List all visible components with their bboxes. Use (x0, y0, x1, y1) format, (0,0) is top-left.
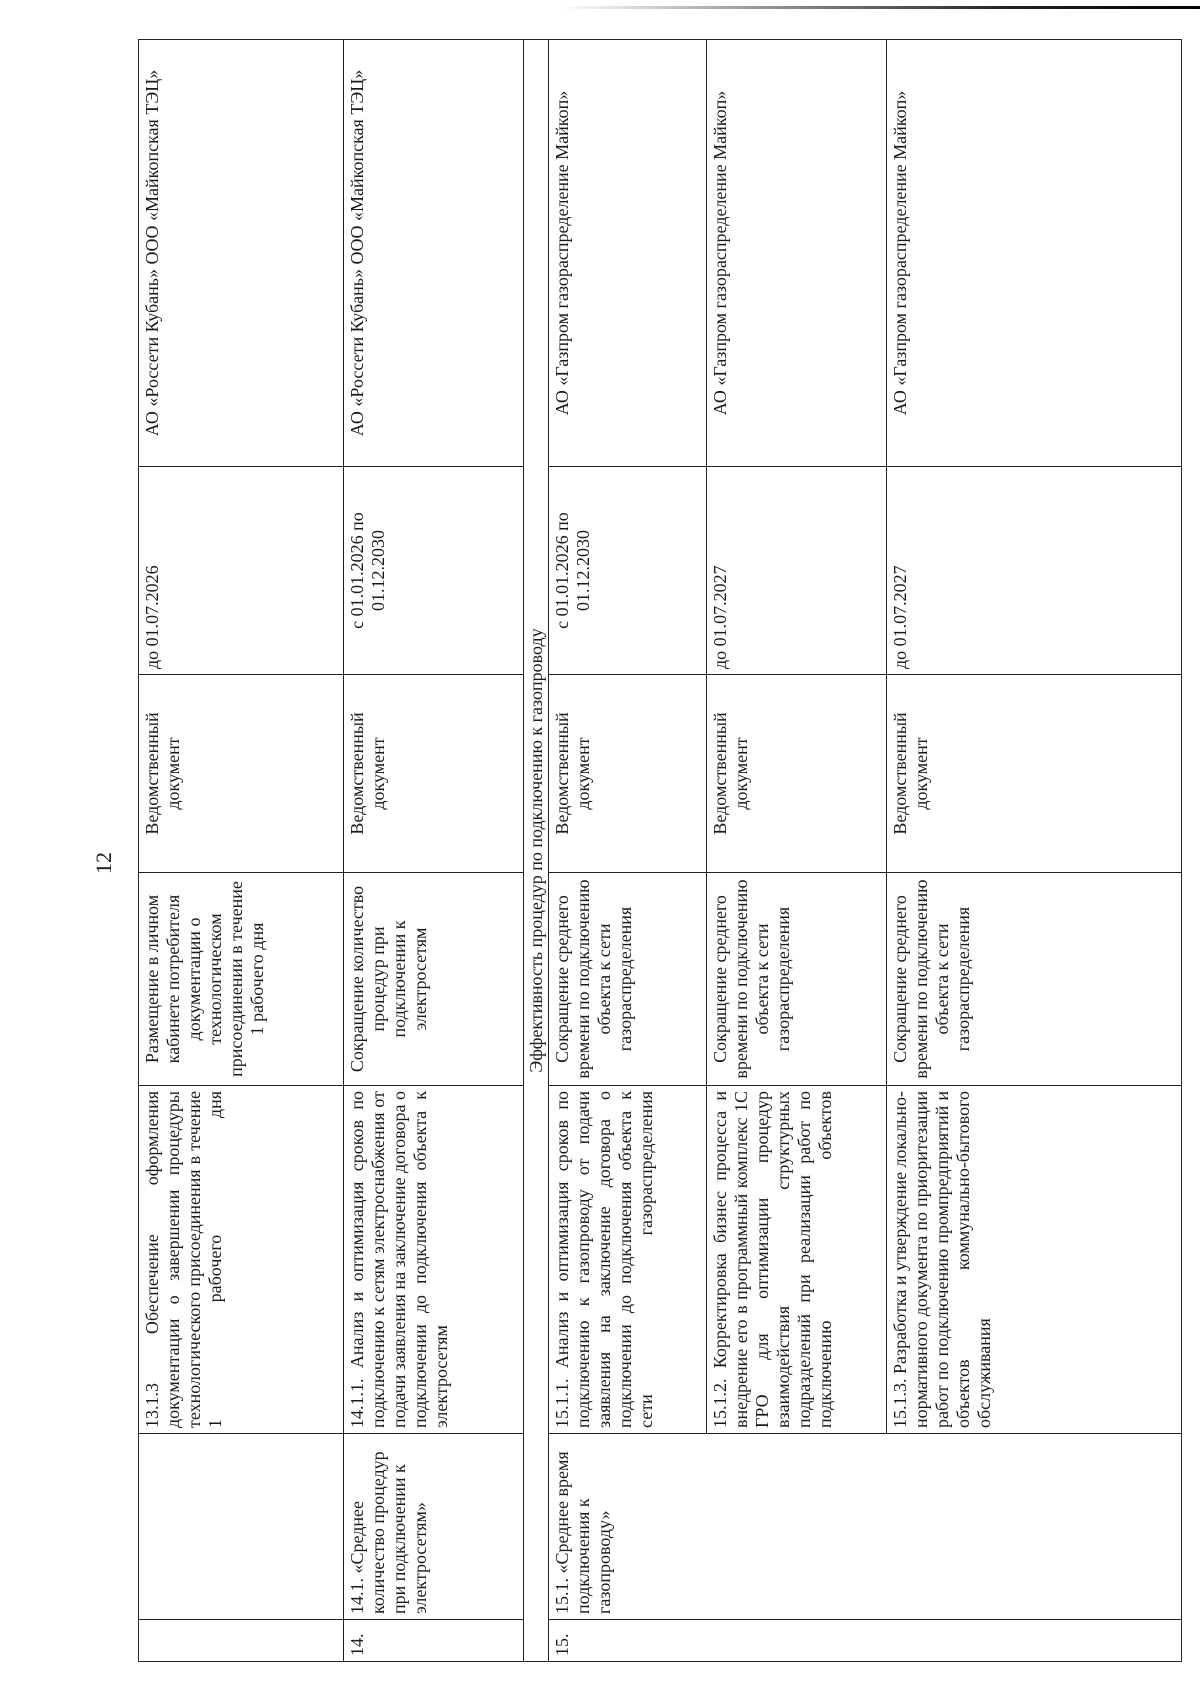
measures-table (138, 39, 1182, 1662)
measure-cell: 14.1.1. Анализ и оптимизация сроков по подключению к сетям электроснабжения от подачи заявления на заключение договора о подключении до подключения объекта к электросетям (344, 1086, 524, 1434)
measure-cell: 13.1.3 Обеспечение оформления документации о завершении процедуры технологического присоединения в течение 1 рабочего дня (139, 1086, 344, 1434)
table-row (549, 40, 707, 1662)
scan-top-edge-line (560, 6, 1200, 9)
term-cell: с 01.01.2026 по 01.12.2030 (549, 467, 707, 675)
table-row (139, 40, 344, 1662)
indicator-cell (139, 1434, 344, 1620)
measure-cell: 15.1.2. Корректировка бизнес процесса и внедрение его в программный комплекс 1С ГРО для оптимизации процедур взаимодействия структурных подразделений при реализации работ по подключению объектов (707, 1086, 887, 1434)
result-cell: Сокращение среднего времени по подключению объекта к сети газораспределения (887, 873, 1182, 1086)
row-number-cell: 14. (344, 1620, 524, 1662)
document-type-cell: Ведомственный документ (887, 675, 1182, 873)
document-type-cell: Ведомственный документ (139, 675, 344, 873)
responsible-cell: АО «Россети Кубань» ООО «Майкопская ТЭЦ» (344, 40, 524, 467)
responsible-cell: АО «Россети Кубань» ООО «Майкопская ТЭЦ» (139, 40, 344, 467)
section-title: Эффективность процедур по подключению к газопроводу (524, 40, 549, 1662)
result-cell: Размещение в личном кабинете потребителя документации о технологическом присоединении в течение 1 рабочего дня (139, 873, 344, 1086)
result-cell: Сокращение среднего времени по подключению объекта к сети газораспределения (549, 873, 707, 1086)
row-number-cell (139, 1620, 344, 1662)
term-cell: до 01.07.2027 (887, 467, 1182, 675)
measure-cell: 15.1.3. Разработка и утверждение локально-нормативного документа по приоритезации работ по подключению промпредприятий и объектов коммунально-бытового обслуживания (887, 1086, 1182, 1434)
document-type-cell: Ведомственный документ (549, 675, 707, 873)
responsible-cell: АО «Газпром газораспределение Майкоп» (887, 40, 1182, 467)
table-row (887, 40, 1182, 1662)
responsible-cell: АО «Газпром газораспределение Майкоп» (707, 40, 887, 467)
measure-cell: 15.1.1. Анализ и оптимизация сроков по подключению к газопроводу от подачи заявления на заключение договора о подключении до подключения объекта к сети газораспределения (549, 1086, 707, 1434)
table-row (344, 40, 524, 1662)
term-cell: с 01.01.2026 по 01.12.2030 (344, 467, 524, 675)
section-header-row (524, 40, 549, 1662)
result-cell: Сокращение количество процедур при подключении к электросетям (344, 873, 524, 1086)
indicator-cell: 14.1. «Среднее количество процедур при подключении к электросетям» (344, 1434, 524, 1620)
document-type-cell: Ведомственный документ (707, 675, 887, 873)
row-number-cell: 15. (549, 1620, 1182, 1662)
result-cell: Сокращение среднего времени по подключению объекта к сети газораспределения (707, 873, 887, 1086)
document-type-cell: Ведомственный документ (344, 675, 524, 873)
table-row (707, 40, 887, 1662)
indicator-cell: 15.1. «Среднее время подключения к газопроводу» (549, 1434, 1182, 1620)
term-cell: до 01.07.2027 (707, 467, 887, 675)
rotated-table-container (138, 40, 1182, 1662)
responsible-cell: АО «Газпром газораспределение Майкоп» (549, 40, 707, 467)
term-cell: до 01.07.2026 (139, 467, 344, 675)
page-number: 12 (91, 852, 116, 874)
